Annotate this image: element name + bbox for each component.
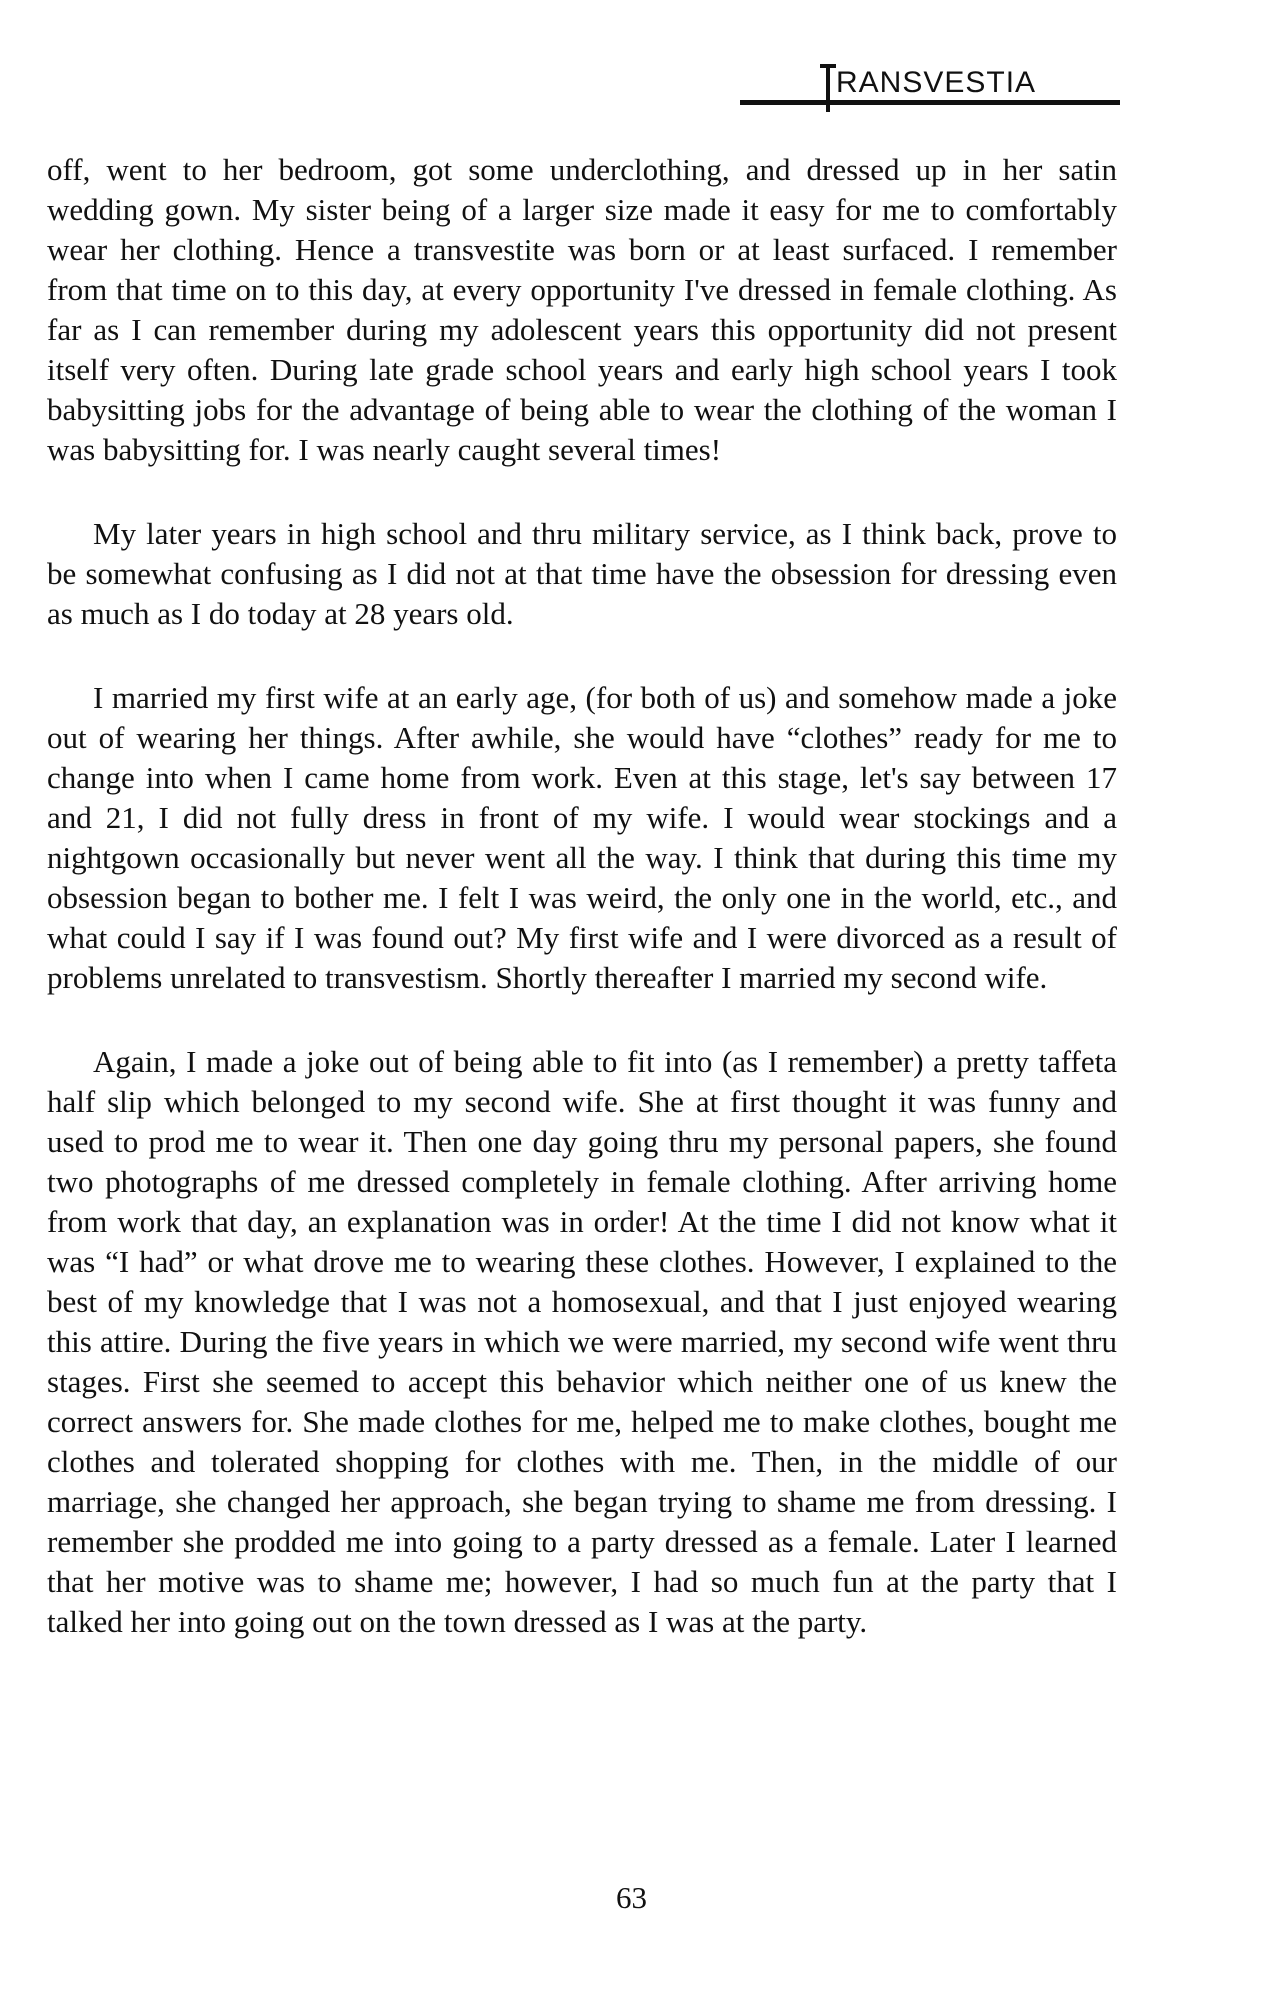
header-logo-t-stem: [826, 64, 830, 112]
running-header: [740, 56, 1120, 114]
header-title: RANSVESTIA: [836, 66, 1037, 99]
article-body: [47, 150, 1117, 1686]
paragraph-4: Again, I made a joke out of being able to fit into (as I remember) a pretty taffeta half slip which belonged to my second wife. She at first thought it was funny and used to prod me to wear it. Then one day going thru my personal papers, she found two photographs of me dressed completely in female clothing. After arriving home from work that day, an explanation was in order! At the time I did not know what it was “I had” or what drove me to wearing these clothes. However, I explained to the best of my knowledge that I was not a homosexual, and that I just enjoyed wearing this attire. During the five years in which we were married, my second wife went thru stages. First she seemed to accept this behavior which neither one of us knew the correct answers for. She made clothes for me, helped me to make clothes, bought me clothes and tolerated shopping for clothes with me. Then, in the middle of our marriage, she changed her approach, she began trying to shame me from dressing. I remember she prodded me into going to a party dressed as a female. Later I learned that her motive was to shame me; however, I had so much fun at the party that I talked her into going out on the town dressed as I was at the party.: [47, 1044, 1117, 1639]
paragraph-3: I married my first wife at an early age, (for both of us) and somehow made a joke out of wearing her things. After awhile, she would have “clothes” ready for me to change into when I came home from work. Even at this stage, let's say between 17 and 21, I did not fully dress in front of my wife. I would wear stockings and a nightgown occasionally but never went all the way. I think that during this time my obsession began to bother me. I felt I was weird, the only one in the world, etc., and what could I say if I was found out? My first wife and I were divorced as a result of problems unrelated to transvestism. Shortly thereafter I married my second wife.: [47, 680, 1117, 995]
header-rule: [740, 100, 1120, 105]
paragraph-2: My later years in high school and thru military service, as I think back, prove to be somewhat confusing as I did not at that time have the obsession for dressing even as much as I do today at 28 years old.: [47, 516, 1117, 631]
paragraph-1: off, went to her bedroom, got some underclothing, and dressed up in her satin wedding gown. My sister being of a larger size made it easy for me to comfortably wear her clothing. Hence a transvestite was born or at least surfaced. I remember from that time on to this day, at every opportunity I've dressed in female clothing. As far as I can remember during my adolescent years this opportunity did not present itself very often. During late grade school years and early high school years I took babysitting jobs for the advantage of being able to wear the clothing of the woman I was babysitting for. I was nearly caught several times!: [47, 152, 1117, 467]
page-number: 63: [616, 1880, 647, 1915]
